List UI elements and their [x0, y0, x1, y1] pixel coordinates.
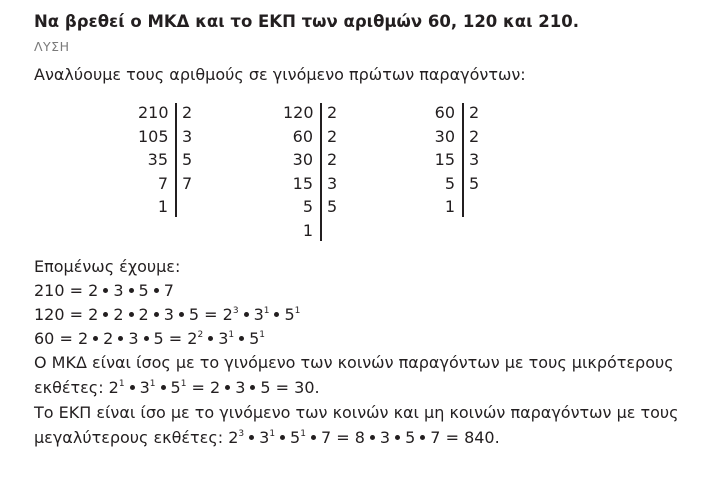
equals-sign: =	[270, 378, 295, 397]
multiply-dot	[274, 312, 279, 317]
factor: 5	[405, 428, 416, 447]
power-base: 2	[222, 305, 233, 324]
power-base: 5	[170, 378, 181, 397]
dividend: 30	[292, 150, 313, 170]
equation-lhs: 120	[34, 305, 65, 324]
power-exponent: 1	[269, 429, 276, 439]
multiply-dot	[208, 336, 213, 341]
equation-120	[34, 305, 300, 324]
equals-sign: =	[54, 329, 78, 348]
factor: 2	[138, 305, 149, 324]
multiply-dot	[103, 288, 108, 293]
power-exponent: 1	[263, 306, 270, 316]
equals-sign: =	[440, 428, 465, 447]
dividend: 35	[147, 150, 168, 170]
dividend: 120	[283, 103, 314, 122]
dividend: 1	[157, 197, 168, 217]
calc-result: 30.	[294, 378, 320, 397]
prime-factor: 7	[182, 173, 193, 193]
factor: 2	[88, 281, 99, 300]
multiply-dot	[154, 288, 159, 293]
equals-sign: =	[163, 329, 188, 348]
prime-factor: 2	[327, 103, 338, 122]
factor: 2	[103, 329, 114, 348]
dividend: 15	[434, 150, 455, 170]
equation-lhs: 60	[34, 329, 55, 348]
dividend: 1	[444, 197, 455, 217]
equals-sign: =	[331, 428, 355, 447]
division-bar	[462, 103, 464, 217]
prime-factor: 2	[469, 103, 480, 122]
prime-factor: 5	[469, 173, 480, 193]
prime-factor: 3	[327, 173, 338, 193]
multiply-dot	[239, 336, 244, 341]
prime-factor: 2	[469, 126, 480, 146]
prime-factor: 2	[327, 126, 338, 146]
multiply-dot	[154, 312, 159, 317]
factor: 7	[163, 281, 174, 300]
calc-label: εκθέτες:	[34, 378, 109, 397]
factor: 3	[379, 428, 391, 447]
dividend: 105	[138, 126, 169, 146]
power-base: 3	[259, 428, 270, 447]
gcd-statement: Ο ΜΚΔ είναι ίσος με το γινόμενο των κοινών παραγόντων με τους μικρότερους	[34, 353, 674, 372]
factor: 8	[354, 428, 365, 447]
factor: 2	[210, 378, 221, 397]
factor: 3	[163, 305, 174, 324]
prime-factor: 5	[182, 150, 193, 170]
factor: 2	[88, 305, 99, 324]
multiply-dot	[179, 312, 184, 317]
intro-text: Αναλύουμε τους αριθμούς σε γινόμενο πρώτων παραγόντων:	[34, 65, 526, 84]
factor: 3	[235, 378, 246, 397]
factor: 2	[113, 305, 124, 324]
power-base: 7	[320, 428, 332, 447]
factor: 5	[138, 281, 149, 300]
factor: 7	[430, 428, 441, 447]
equals-sign: =	[64, 281, 89, 300]
multiply-dot	[225, 385, 230, 390]
power-base: 5	[290, 428, 301, 447]
power-exponent: 2	[197, 330, 204, 340]
dividend: 5	[444, 173, 455, 193]
factor: 2	[77, 329, 89, 348]
division-bar	[320, 103, 322, 241]
power-exponent: 1	[300, 429, 306, 439]
multiply-dot	[103, 312, 108, 317]
factor: 5	[260, 378, 271, 397]
equation-210	[34, 281, 174, 300]
dividend: 1	[302, 220, 313, 240]
power-base: 2	[228, 428, 239, 447]
dividend: 60	[292, 126, 313, 146]
multiply-dot	[249, 435, 254, 440]
power-exponent: 3	[238, 429, 245, 439]
power-base: 5	[284, 305, 295, 324]
multiply-dot	[129, 312, 134, 317]
multiply-dot	[244, 312, 249, 317]
dividend: 5	[302, 197, 313, 217]
multiply-dot	[420, 435, 425, 440]
power-base: 5	[249, 329, 260, 348]
division-bar	[175, 103, 177, 217]
power-base: 3	[139, 378, 150, 397]
power-exponent: 3	[232, 306, 239, 316]
multiply-dot	[130, 385, 135, 390]
power-exponent: 1	[149, 379, 156, 389]
power-exponent: 1	[228, 330, 235, 340]
power-base: 2	[187, 329, 198, 348]
multiply-dot	[311, 435, 316, 440]
prime-factor: 2	[327, 150, 338, 170]
prime-factor: 2	[182, 103, 193, 122]
dividend: 60	[434, 103, 455, 122]
dividend: 15	[292, 173, 313, 193]
power-exponent: 1	[294, 306, 301, 316]
power-base: 2	[108, 378, 119, 397]
equals-sign: =	[64, 305, 89, 324]
multiply-dot	[118, 336, 123, 341]
power-base: 3	[253, 305, 264, 324]
equation-lhs: 210	[34, 281, 65, 300]
multiply-dot	[144, 336, 149, 341]
calc-label: μεγαλύτερους εκθέτες:	[34, 428, 229, 447]
dividend: 7	[157, 173, 168, 193]
solution-label: ΛΥΣΗ	[34, 39, 70, 54]
calc-result: 840.	[464, 428, 500, 447]
prime-factor: 5	[327, 197, 338, 217]
power-exponent: 1	[118, 379, 125, 389]
multiply-dot	[395, 435, 400, 440]
lcm-calculation	[34, 428, 500, 447]
dividend: 210	[138, 103, 169, 122]
multiply-dot	[129, 288, 134, 293]
multiply-dot	[161, 385, 166, 390]
gcd-calculation	[34, 378, 320, 397]
power-exponent: 1	[259, 330, 266, 340]
prime-factor: 3	[469, 150, 480, 170]
equals-sign: =	[199, 305, 223, 324]
multiply-dot	[250, 385, 255, 390]
therefore-text: Επομένως έχουμε:	[34, 257, 181, 276]
factor: 3	[113, 281, 124, 300]
dividend: 30	[434, 126, 455, 146]
multiply-dot	[280, 435, 285, 440]
equation-60	[34, 329, 265, 348]
power-exponent: 1	[180, 379, 187, 389]
factor: 5	[153, 329, 164, 348]
prime-factor: 3	[182, 126, 193, 146]
factor: 5	[188, 305, 200, 324]
power-base: 3	[218, 329, 229, 348]
problem-title: Να βρεθεί ο ΜΚΔ και το ΕΚΠ των αριθμών 60, 120 και 210.	[34, 12, 579, 31]
multiply-dot	[370, 435, 375, 440]
factor: 3	[128, 329, 139, 348]
equals-sign: =	[186, 378, 211, 397]
lcm-statement: Το ΕΚΠ είναι ίσο με το γινόμενο των κοινών και μη κοινών παραγόντων με τους	[34, 403, 679, 422]
multiply-dot	[93, 336, 98, 341]
